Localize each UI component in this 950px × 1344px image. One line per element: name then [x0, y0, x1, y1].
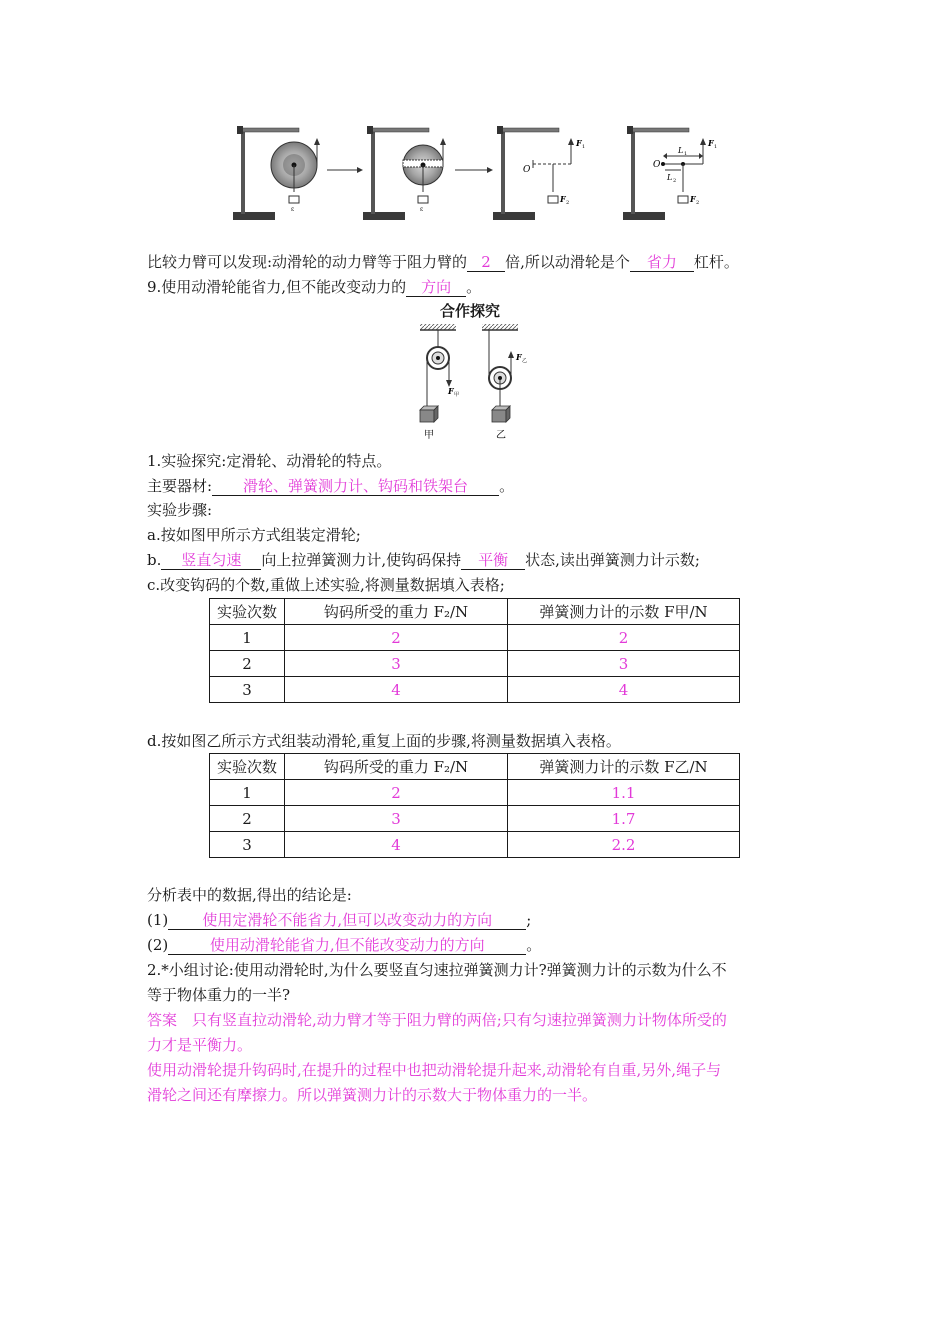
question-2-line-1: 2.*小组讨论:使用动滑轮时,为什么要竖直匀速拉弹簧测力计?弹簧测力计的示数为什么不 — [147, 961, 727, 979]
svg-text:O: O — [653, 160, 661, 170]
analysis-line: 分析表中的数据,得出的结论是: — [147, 886, 352, 904]
pulley-figure — [412, 322, 542, 444]
svg-text:1: 1 — [582, 144, 586, 150]
answer-line-4: 滑轮之间还有摩擦力。所以弹簧测力计的示数大于物体重力的一半。 — [147, 1086, 598, 1104]
step-a: a.按如图甲所示方式组装定滑轮; — [147, 526, 361, 544]
table-row — [210, 832, 740, 858]
step-d: d.按如图乙所示方式组装动滑轮,重复上面的步骤,将测量数据填入表格。 — [147, 732, 621, 750]
svg-text:1: 1 — [684, 151, 688, 157]
answer-blank-state: 平衡 — [461, 551, 525, 570]
svg-text:甲: 甲 — [454, 392, 460, 398]
steps-title: 实验步骤: — [147, 501, 213, 519]
step-b: b. 竖直匀速 向上拉弹簧测力计,使钩码保持 平衡 状态,读出弹簧测力计示数; — [147, 551, 700, 569]
answer-line-1: 答案 只有竖直拉动滑轮,动力臂才等于阻力臂的两倍;只有匀速拉弹簧测力计物体所受的 — [147, 1011, 727, 1029]
svg-text:2: 2 — [566, 200, 570, 206]
answer-blank-conclusion-1: 使用定滑轮不能省力,但可以改变动力的方向 — [168, 911, 526, 930]
table-cell: 3 — [210, 832, 285, 858]
table-fixed-pulley — [209, 598, 740, 703]
fixed-pulley — [420, 330, 459, 422]
table-cell: 3 — [285, 651, 508, 677]
svg-text:2: 2 — [696, 200, 700, 206]
stand-2 — [363, 126, 446, 220]
conclusion-1: (1) 使用定滑轮不能省力,但可以改变动力的方向 ; — [147, 911, 532, 929]
label-jia: 甲 — [424, 430, 434, 441]
svg-text:ε: ε — [291, 206, 295, 213]
answer-line-2: 力才是平衡力。 — [147, 1036, 253, 1054]
header-cell: 弹簧测力计的示数 F乙/N — [508, 754, 740, 780]
table-header-row — [210, 599, 740, 625]
header-cell: 弹簧测力计的示数 F甲/N — [508, 599, 740, 625]
table-cell: 2.2 — [508, 832, 740, 858]
table-row — [210, 625, 740, 651]
header-cell: 实验次数 — [210, 754, 285, 780]
table-cell: 1.7 — [508, 806, 740, 832]
svg-text:F: F — [690, 194, 696, 204]
table-row — [210, 806, 740, 832]
svg-text:乙: 乙 — [522, 358, 528, 364]
svg-text:1: 1 — [714, 144, 718, 150]
table-movable-pulley — [209, 753, 740, 858]
label-l1: L — [678, 146, 684, 155]
conclusion-2: (2) 使用动滑轮能省力,但不能改变动力的方向 。 — [147, 936, 542, 954]
table-row — [210, 677, 740, 703]
stand-1 — [233, 126, 320, 220]
label-f1: F — [576, 138, 582, 148]
table-cell: 4 — [508, 677, 740, 703]
table-cell: 2 — [508, 625, 740, 651]
header-cell: 钩码所受的重力 F₂/N — [285, 599, 508, 625]
svg-text:F: F — [448, 386, 454, 396]
table-cell: 4 — [285, 832, 508, 858]
answer-blank-direction: 方向 — [406, 278, 466, 297]
table-cell: 4 — [285, 677, 508, 703]
equipment-line: 主要器材: 滑轮、弹簧测力计、钩码和铁架台 。 — [147, 477, 515, 495]
experiment-title: 1.实验探究:定滑轮、动滑轮的特点。 — [147, 452, 392, 470]
table-cell: 1.1 — [508, 780, 740, 806]
question-2-line-2: 等于物体重力的一半? — [147, 986, 291, 1004]
table-cell: 1 — [210, 625, 285, 651]
svg-text:ε: ε — [420, 206, 424, 213]
table-cell: 2 — [285, 625, 508, 651]
answer-blank-conclusion-2: 使用动滑轮能省力,但不能改变动力的方向 — [168, 936, 526, 955]
table-cell: 3 — [210, 677, 285, 703]
label-yi: 乙 — [496, 430, 506, 441]
table-cell: 3 — [508, 651, 740, 677]
section-title: 合作探究 — [440, 302, 501, 320]
table-row — [210, 780, 740, 806]
step-c: c.改变钩码的个数,重做上述实验,将测量数据填入表格; — [147, 576, 505, 594]
lever-figure — [225, 120, 725, 230]
table-header-row — [210, 754, 740, 780]
table-row — [210, 651, 740, 677]
answer-blank-lever: 省力 — [630, 253, 694, 272]
movable-pulley — [489, 330, 527, 422]
table-cell: 2 — [285, 780, 508, 806]
svg-text:F: F — [516, 352, 522, 362]
label-f2: F — [560, 194, 566, 204]
table-cell: 2 — [210, 806, 285, 832]
table-cell: 3 — [285, 806, 508, 832]
header-cell: 钩码所受的重力 F₂/N — [285, 754, 508, 780]
answer-line-3: 使用动滑轮提升钩码时,在提升的过程中也把动滑轮提升起来,动滑轮有自重,另外,绳子与 — [147, 1061, 722, 1079]
answer-blank-pull-method: 竖直匀速 — [161, 551, 261, 570]
svg-text:2: 2 — [673, 178, 677, 184]
stand-4 — [623, 126, 717, 220]
svg-text:F: F — [708, 138, 714, 148]
answer-blank-equipment: 滑轮、弹簧测力计、钩码和铁架台 — [212, 477, 499, 496]
label-l2: L — [667, 173, 673, 182]
header-cell: 实验次数 — [210, 599, 285, 625]
item-9: 9.使用动滑轮能省力,但不能改变动力的 方向 。 — [147, 278, 482, 296]
answer-blank-ratio: 2 — [467, 253, 505, 272]
stand-3 — [493, 126, 585, 220]
table-cell: 1 — [210, 780, 285, 806]
label-o: O — [523, 165, 531, 175]
table-cell: 2 — [210, 651, 285, 677]
compare-line: 比较力臂可以发现:动滑轮的动力臂等于阻力臂的 2 倍,所以动滑轮是个 省力 杠杆。 — [147, 253, 739, 271]
